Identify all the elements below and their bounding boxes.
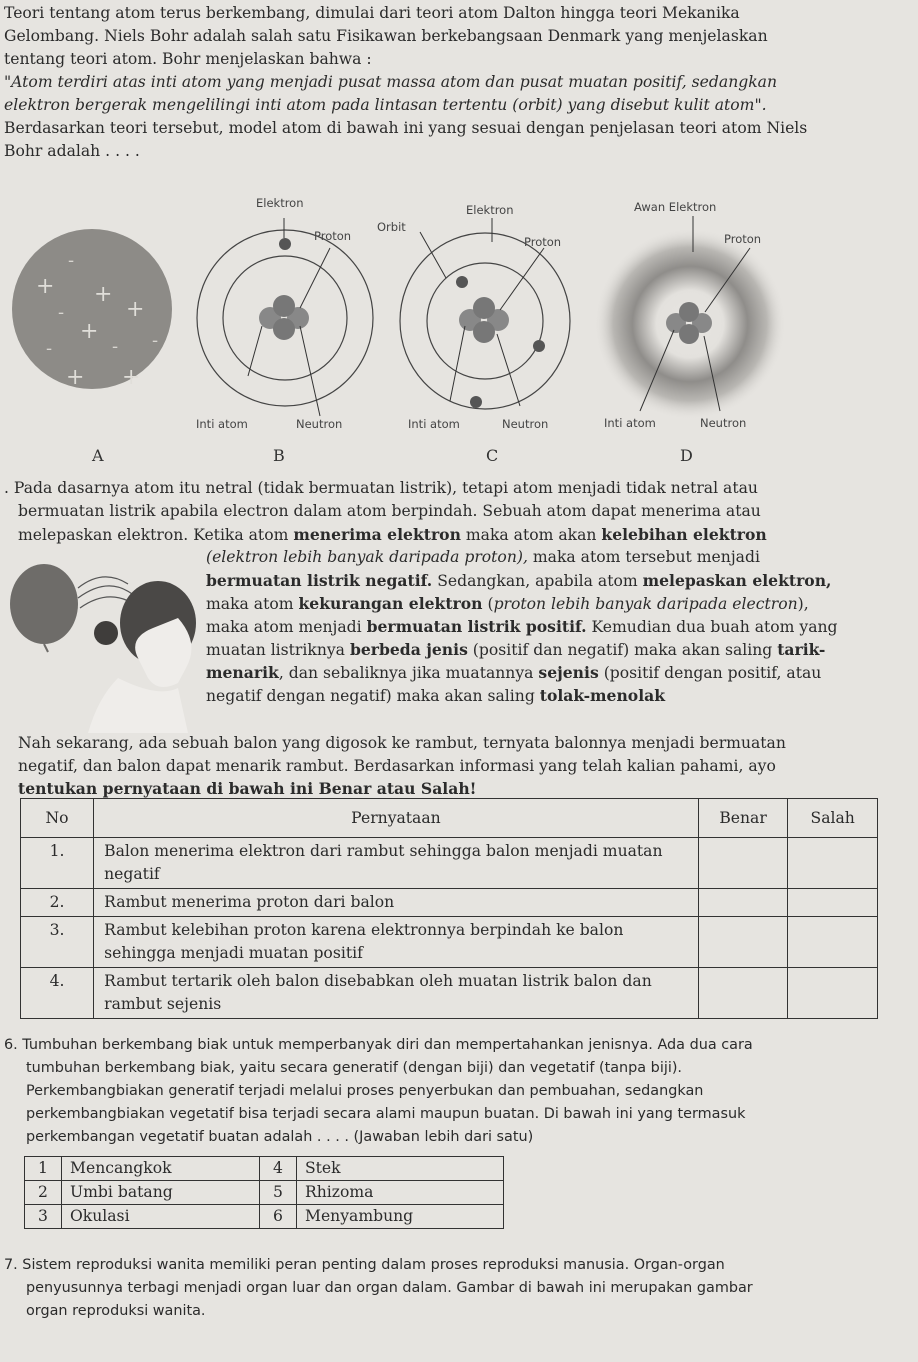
svg-text:-: - <box>112 336 119 357</box>
label-d-proton: Proton <box>724 232 762 246</box>
table-row <box>21 889 878 917</box>
label-b-proton: Proton <box>314 229 352 243</box>
atom-a-sphere <box>12 229 172 389</box>
q7-line-1: 7. Sistem reproduksi wanita memiliki peran penting dalam proses reproduksi manusia. Organ-organ <box>4 1257 725 1273</box>
option-number: 2 <box>25 1181 62 1205</box>
row-number: 1. <box>21 838 94 889</box>
true-false-table <box>20 798 878 1019</box>
q6-line-4: perkembangbiakan vegetatif bisa terjadi secara alami maupun buatan. Di bawah ini yang termasuk <box>26 1106 746 1122</box>
option-number: 4 <box>259 1157 296 1181</box>
q5-line-8: muatan listriknya berbeda jenis (positif dan negatif) maka akan saling tarik- <box>206 640 826 659</box>
option-number: 1 <box>25 1157 62 1181</box>
option-number: 3 <box>25 1205 62 1229</box>
row-statement: Rambut menerima proton dari balon <box>94 889 699 917</box>
option-d: D <box>680 446 693 465</box>
table-row <box>21 838 878 889</box>
intro-line-1: Teori tentang atom terus berkembang, dimulai dari teori atom Dalton hingga teori Mekanika <box>4 4 740 22</box>
q5-line-3: melepaskan elektron. Ketika atom menerima elektron maka atom akan kelebihan elektron <box>18 525 767 544</box>
row-statement: Rambut tertarik oleh balon disebabkan oleh muatan listrik balon dan rambut sejenis <box>94 968 699 1019</box>
q7-line-2: penyusunnya terbagi menjadi organ luar dan organ dalam. Gambar di bawah ini merupakan gambar <box>26 1280 753 1296</box>
row-number: 3. <box>21 917 94 968</box>
intro-quote-1: "Atom terdiri atas inti atom yang menjadi pusat massa atom dan pusat muatan positif, sedangkan <box>4 73 778 91</box>
option-number: 5 <box>259 1181 296 1205</box>
svg-text:+: + <box>94 282 113 307</box>
label-c-orbit: Orbit <box>377 220 406 234</box>
label-c-neutron: Neutron <box>502 417 549 431</box>
svg-text:+: + <box>66 365 85 390</box>
row-statement: Rambut kelebihan proton karena elektronnya berpindah ke balon sehingga menjadi muatan positif <box>94 917 699 968</box>
q5-line-5: bermuatan listrik negatif. Sedangkan, apabila atom melepaskan elektron, <box>206 571 832 590</box>
svg-text:+: + <box>126 297 145 322</box>
balloon-hair-illustration <box>8 548 200 733</box>
svg-text:-: - <box>58 302 65 323</box>
label-d-awan: Awan Elektron <box>634 200 717 214</box>
label-c-elektron: Elektron <box>466 203 514 217</box>
header-salah: Salah <box>788 799 878 838</box>
svg-text:-: - <box>46 338 53 359</box>
intro-line-5: Bohr adalah . . . . <box>4 142 140 160</box>
balloon-hair-drawing <box>8 548 200 733</box>
propagation-options-table <box>24 1156 504 1229</box>
header-pernyataan: Pernyataan <box>94 799 699 838</box>
label-d-neutron: Neutron <box>700 416 747 430</box>
svg-text:+: + <box>122 365 141 390</box>
atom-models-drawing <box>0 186 918 476</box>
option-label: Menyambung <box>296 1205 503 1229</box>
salah-cell[interactable] <box>788 889 878 917</box>
intro-line-4: Berdasarkan teori tersebut, model atom di bawah ini yang sesuai dengan penjelasan teori atom Niels <box>4 119 808 137</box>
row-number: 4. <box>21 968 94 1019</box>
q5-line-4: (elektron lebih banyak daripada proton), maka atom tersebut menjadi <box>206 548 760 566</box>
svg-text:+: + <box>36 274 55 299</box>
header-benar: Benar <box>698 799 788 838</box>
option-label: Rhizoma <box>296 1181 503 1205</box>
option-label: Mencangkok <box>62 1157 260 1181</box>
option-a: A <box>92 446 104 465</box>
q5-line-10: negatif dengan negatif) maka akan saling tolak-menolak <box>206 686 666 705</box>
q5-line-2: bermuatan listrik apabila electron dalam atom berpindah. Sebuah atom dapat menerima atau <box>18 502 761 520</box>
option-label: Umbi batang <box>62 1181 260 1205</box>
label-b-elektron: Elektron <box>256 196 304 210</box>
table-row <box>21 968 878 1019</box>
benar-cell[interactable] <box>698 838 788 889</box>
intro-line-2: Gelombang. Niels Bohr adalah salah satu Fisikawan berkebangsaan Denmark yang menjelaskan <box>4 27 768 45</box>
q6-line-5: perkembangan vegetatif buatan adalah . . . . (Jawaban lebih dari satu) <box>26 1129 534 1145</box>
benar-cell[interactable] <box>698 917 788 968</box>
svg-text:-: - <box>152 330 159 351</box>
option-label: Stek <box>296 1157 503 1181</box>
q5-line-7: maka atom menjadi bermuatan listrik positif. Kemudian dua buah atom yang <box>206 617 838 636</box>
row-statement: Balon menerima elektron dari rambut sehingga balon menjadi muatan negatif <box>94 838 699 889</box>
salah-cell[interactable] <box>788 838 878 889</box>
option-label: Okulasi <box>62 1205 260 1229</box>
q5-line-12: negatif, dan balon dapat menarik rambut. Berdasarkan informasi yang telah kalian pahami, ayo <box>18 757 776 775</box>
salah-cell[interactable] <box>788 917 878 968</box>
salah-cell[interactable] <box>788 968 878 1019</box>
q7-line-3: organ reproduksi wanita. <box>26 1303 206 1319</box>
table-row <box>25 1157 504 1181</box>
q6-line-3: Perkembangbiakan generatif terjadi melalui proses penyerbukan dan pembuahan, sedangkan <box>26 1083 704 1099</box>
option-number: 6 <box>259 1205 296 1229</box>
svg-text:+: + <box>80 319 99 344</box>
label-c-inti: Inti atom <box>408 417 460 431</box>
svg-text:-: - <box>68 250 75 271</box>
label-b-inti: Inti atom <box>196 417 248 431</box>
q5-line-11: Nah sekarang, ada sebuah balon yang digosok ke rambut, ternyata balonnya menjadi bermuatan <box>18 734 786 752</box>
atom-models-figure <box>0 186 918 476</box>
label-c-proton: Proton <box>524 235 562 249</box>
benar-cell[interactable] <box>698 968 788 1019</box>
benar-cell[interactable] <box>698 889 788 917</box>
intro-line-3: tentang teori atom. Bohr menjelaskan bahwa : <box>4 50 372 68</box>
option-c: C <box>486 446 499 465</box>
q6-line-1: 6. Tumbuhan berkembang biak untuk memperbanyak diri dan mempertahankan jenisnya. Ada dua cara <box>4 1037 753 1053</box>
q5-line-1: . Pada dasarnya atom itu netral (tidak bermuatan listrik), tetapi atom menjadi tidak netral atau <box>4 479 758 497</box>
table-header-row <box>21 799 878 838</box>
table-row <box>25 1205 504 1229</box>
intro-quote-2: elektron bergerak mengelilingi inti atom pada lintasan tertentu (orbit) yang disebut kulit atom". <box>4 96 767 114</box>
q5-line-13: tentukan pernyataan di bawah ini Benar atau Salah! <box>18 779 477 798</box>
q5-line-6: maka atom kekurangan elektron (proton lebih banyak daripada electron), <box>206 594 809 613</box>
table-row <box>25 1181 504 1205</box>
header-no: No <box>21 799 94 838</box>
q6-line-2: tumbuhan berkembang biak, yaitu secara generatif (dengan biji) dan vegetatif (tanpa biji). <box>26 1060 683 1076</box>
row-number: 2. <box>21 889 94 917</box>
table-row <box>21 917 878 968</box>
q5-line-9: menarik, dan sebaliknya jika muatannya sejenis (positif dengan positif, atau <box>206 663 822 682</box>
label-d-inti: Inti atom <box>604 416 656 430</box>
option-b: B <box>273 446 285 465</box>
label-b-neutron: Neutron <box>296 417 343 431</box>
